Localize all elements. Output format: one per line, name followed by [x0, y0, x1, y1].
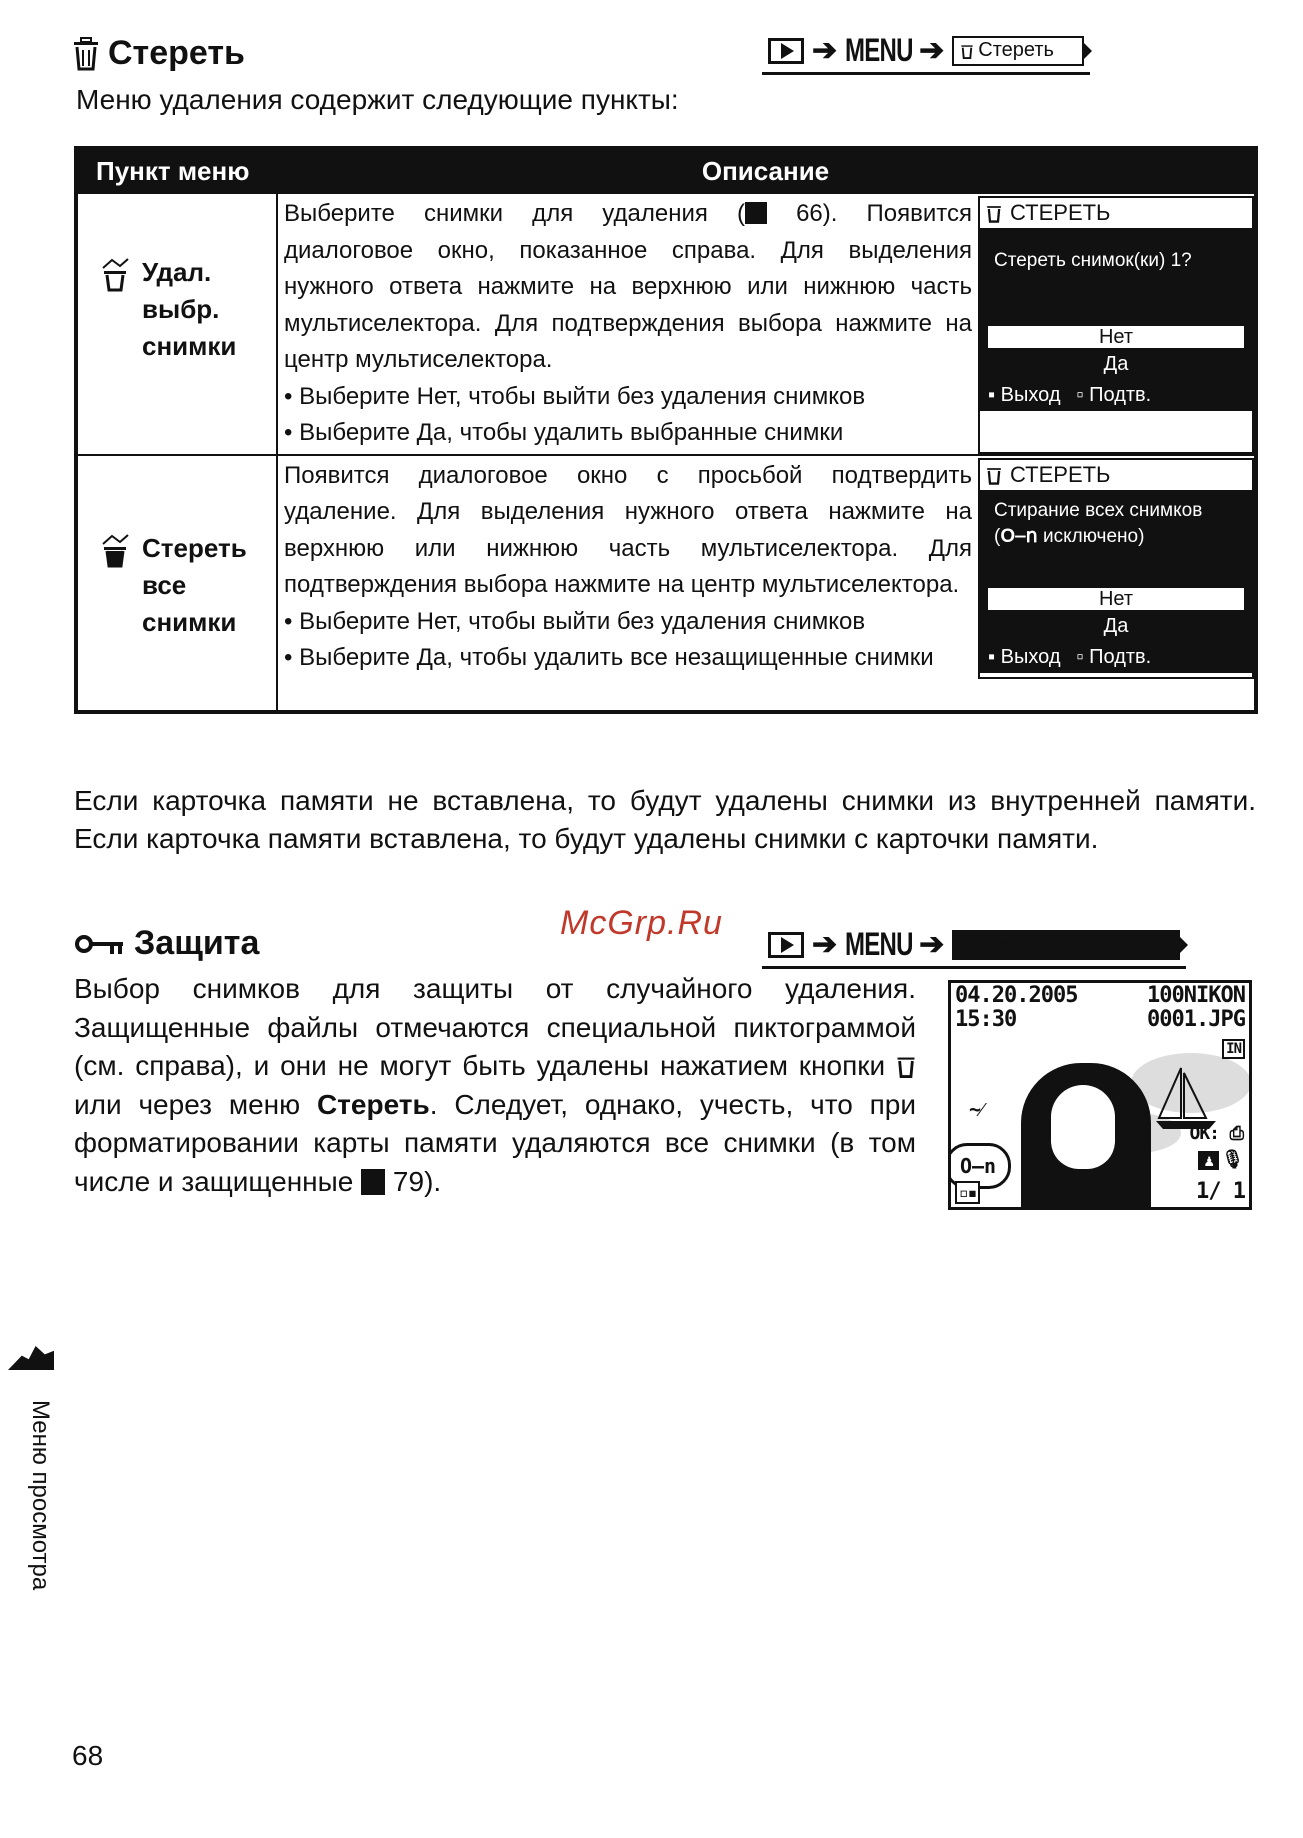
dialog-option-yes[interactable]: Да	[1103, 614, 1129, 637]
menu-item-delete-selected[interactable]	[78, 194, 276, 365]
trash-icon	[986, 203, 1002, 223]
list-item: • Выберите Да, чтобы удалить все незащищенные снимки	[284, 640, 972, 677]
camera-playback-screen	[948, 980, 1252, 1210]
delete-breadcrumb	[762, 32, 1090, 75]
list-item: • Выберите Нет, чтобы выйти без удаления снимков	[284, 379, 972, 416]
protect-breadcrumb	[762, 926, 1186, 969]
protect-title-text: Защита	[134, 924, 260, 962]
breadcrumb-target: Стереть	[952, 36, 1084, 66]
list-item: • Выберите Да, чтобы удалить выбранные снимки	[284, 415, 972, 452]
trash-icon	[960, 43, 974, 59]
person-icon: ♟	[1198, 1151, 1219, 1170]
arrow-icon: ➔	[812, 33, 838, 67]
menu-label: MENU	[845, 926, 913, 962]
trash-icon	[72, 37, 100, 71]
delete-title-text: Стереть	[108, 34, 245, 72]
dialog-question: Стереть снимок(ки) 1?	[994, 250, 1192, 271]
delete-intro: Меню удаления содержит следующие пункты:	[76, 84, 679, 115]
arrow-icon: ➔	[919, 927, 945, 961]
page-number: 68	[72, 1740, 104, 1771]
screen-file: 0001.JPG	[1147, 1007, 1245, 1032]
protect-key-icon: O‒ո	[948, 1143, 1011, 1189]
mic-icon: 🎙	[1221, 1149, 1243, 1170]
delete-selected-icon	[100, 258, 130, 292]
row-description: Выберите снимки для удаления ( 66). Появится диалоговое окно, показанное справа. Для выделения нужного ответа нажмите на верхнюю или нижнюю часть мультиселектора. Для подтверждения выбора нажмите на центр мультиселектора. • Выберите Нет, чтобы выйти без удаления снимков • Выберите Да, чтобы удалить выбранные снимки	[278, 194, 978, 454]
dialog-exit: ▪ Выход	[988, 384, 1061, 406]
dialog-confirm: ▫ Подтв.	[1076, 645, 1152, 668]
menu-item-delete-all[interactable]	[78, 456, 276, 641]
arrow-icon: ➔	[812, 927, 838, 961]
trash-icon	[986, 465, 1002, 485]
playback-icon	[768, 38, 804, 64]
wave-icon: ~⁄	[969, 1097, 983, 1121]
dialog-option-yes[interactable]: Да	[1103, 353, 1129, 375]
ok-icon: OK:	[1189, 1123, 1219, 1144]
screen-time: 15:30	[955, 1007, 1017, 1032]
playback-icon	[768, 932, 804, 958]
delete-menu-table	[74, 146, 1258, 714]
key-icon	[74, 932, 126, 956]
trash-icon	[896, 1054, 916, 1078]
col-desc-header: Описание	[277, 148, 1256, 193]
table-row	[76, 193, 1256, 455]
breadcrumb-target: Защита	[952, 930, 1180, 960]
watermark: McGrp.Ru	[560, 904, 723, 942]
menu-item-label: Удал. выбр. снимки	[142, 257, 237, 361]
section-tab-icon	[8, 1346, 54, 1370]
frame-counter: 1/ 1	[1196, 1179, 1245, 1204]
screen-folder: 100NIKON	[1147, 983, 1245, 1008]
print-icon: ⎙	[1229, 1123, 1243, 1144]
protect-section-title	[74, 924, 259, 963]
dialog-question: Стирание всех снимков (O‒ո исключено)	[994, 499, 1203, 547]
menu-label: MENU	[845, 32, 913, 68]
arrow-icon: ➔	[919, 33, 945, 67]
memory-note: Если карточка памяти не вставлена, то будут удалены снимки из внутренней памяти. Если карточка памяти вставлена, то будут удалены снимки с карточки памяти.	[74, 785, 1256, 854]
list-item: • Выберите Нет, чтобы выйти без удаления снимков	[284, 604, 972, 641]
mode-icon: ▫▪	[955, 1181, 980, 1204]
delete-all-icon	[100, 534, 130, 568]
storage-badge: IN	[1222, 1039, 1245, 1059]
page-ref-icon	[361, 1169, 385, 1195]
delete-selected-dialog: СТЕРЕТЬ Стереть снимок(ки) 1? Нет Да ▪ Выход ▫ Подтв.	[978, 196, 1254, 454]
row-description: Появится диалоговое окно с просьбой подтвердить удаление. Для выделения нужного ответа нажмите на верхнюю или нижнюю часть мультиселектора. Для подтверждения выбора нажмите на центр мультиселектора. • Выберите Нет, чтобы выйти без удаления снимков • Выберите Да, чтобы удалить все незащищенные снимки	[278, 456, 978, 679]
col-item-header: Пункт меню	[76, 148, 277, 193]
page-ref-icon	[745, 202, 767, 224]
key-icon: O‒ո	[1000, 525, 1038, 547]
dialog-confirm: ▫ Подтв.	[1076, 384, 1152, 406]
bullet-list	[284, 379, 972, 452]
delete-all-dialog: СТЕРЕТЬ Стирание всех снимков (O‒ո исключено) Нет Да ▪ Выход ▫ Подтв.	[978, 458, 1254, 679]
bullet-list	[284, 604, 972, 677]
dialog-option-no[interactable]: Нет	[988, 588, 1244, 610]
protect-description: Выбор снимков для защиты от случайного удаления. Защищенные файлы отмечаются специальной пиктограммой (см. справа), и они не могут быть удалены нажатием кнопки или через меню Стереть. Следует, однако, учесть, что при форматировании карты памяти удаляются все снимки (в том числе и защищенные 79).	[74, 973, 916, 1197]
dialog-option-no[interactable]: Нет	[988, 326, 1244, 348]
screen-date: 04.20.2005	[955, 983, 1078, 1008]
delete-section-title	[72, 34, 245, 73]
menu-item-label: Стереть все снимки	[142, 532, 247, 637]
dialog-exit: ▪ Выход	[988, 645, 1061, 668]
table-row	[76, 455, 1256, 712]
table-header	[76, 148, 1256, 193]
sidebar-label: Меню просмотра	[27, 1400, 54, 1591]
